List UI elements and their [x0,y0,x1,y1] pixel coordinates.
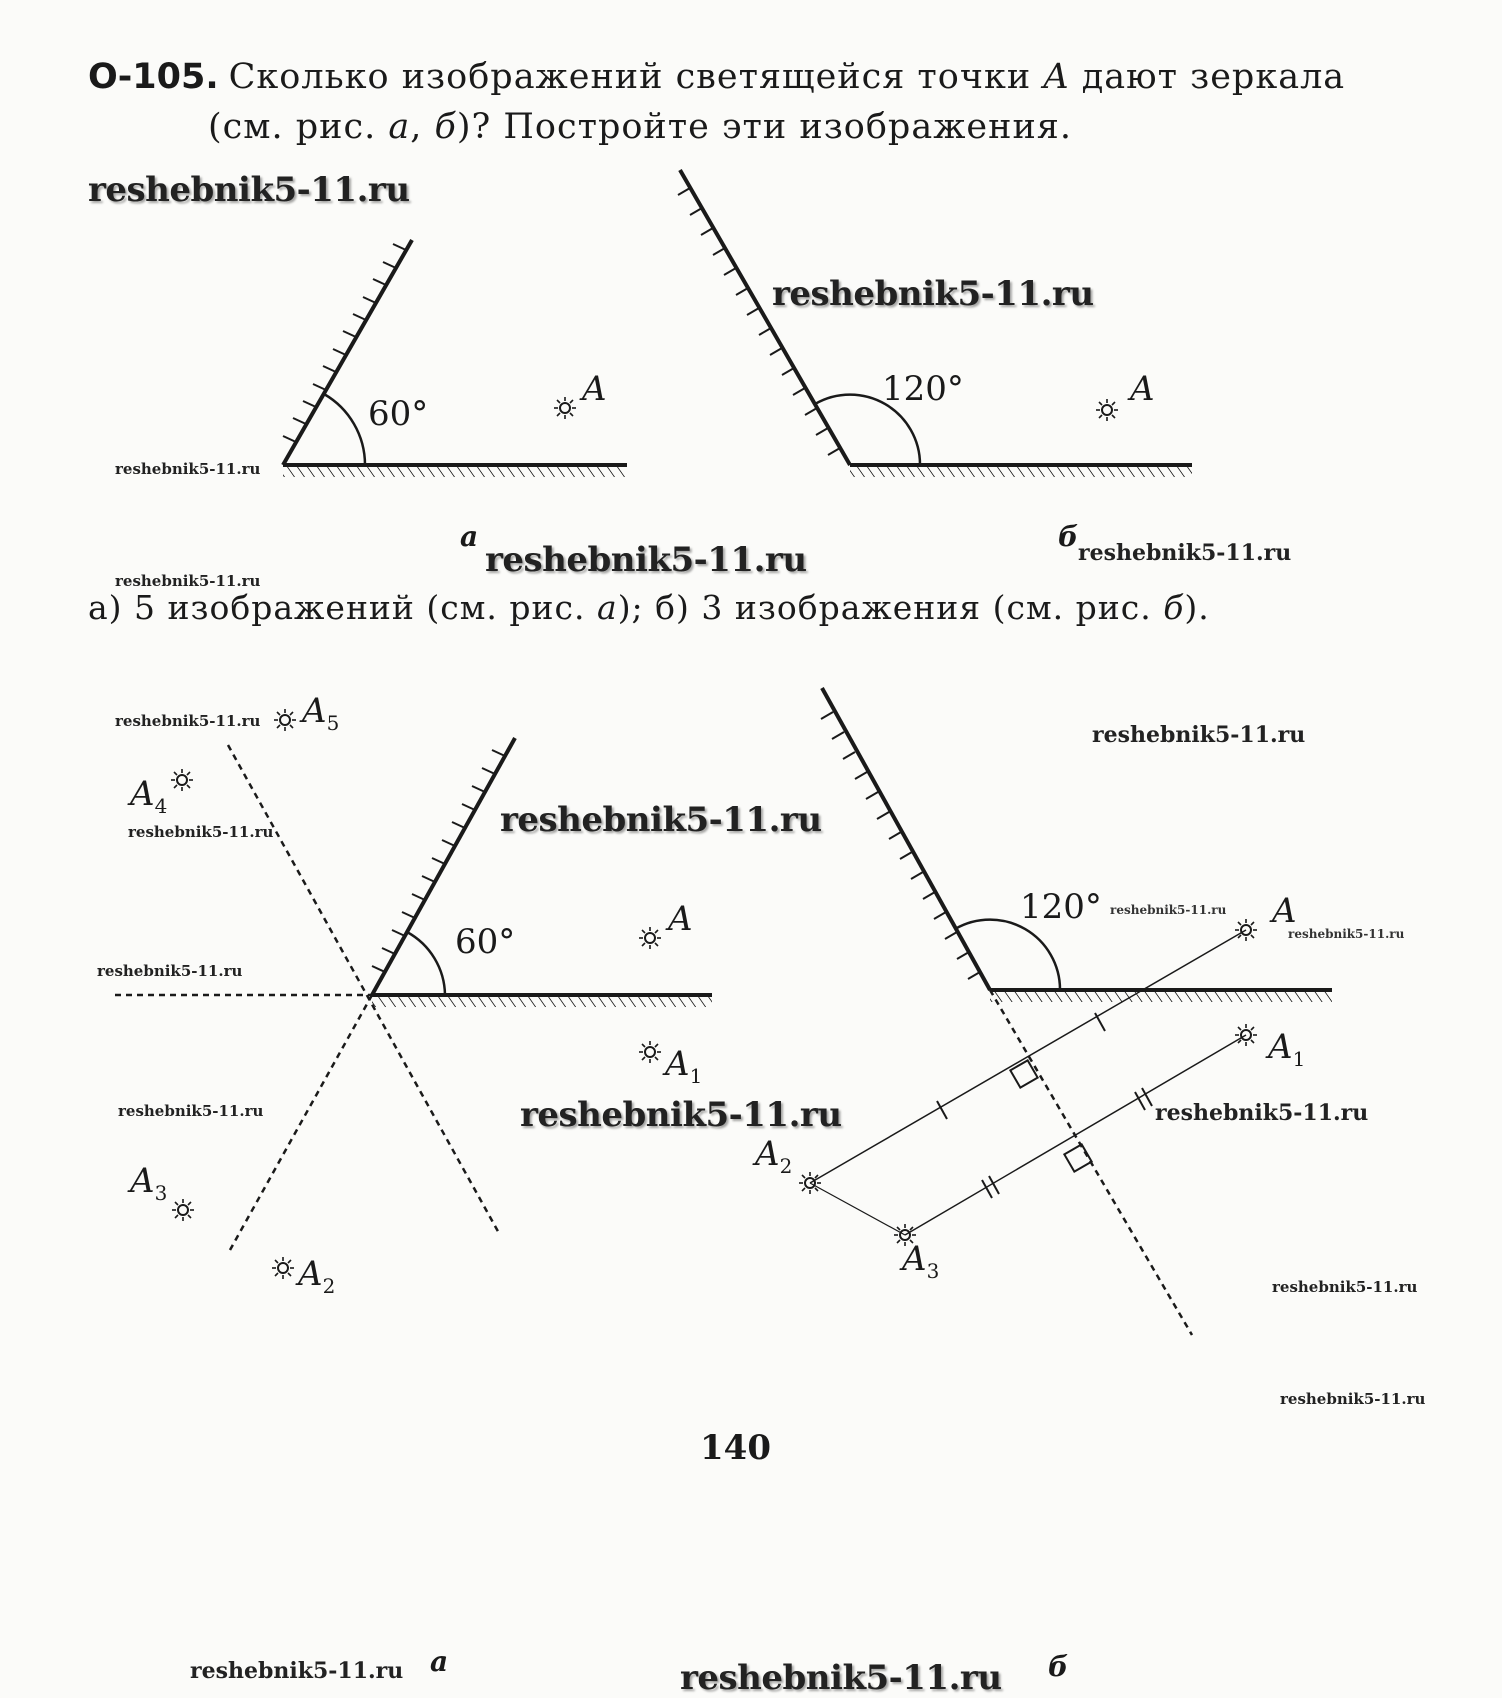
answer-text: а) 5 изображений (см. рис. a); б) 3 изображения (см. рис. б). [88,588,1210,627]
figure-bottom-b [752,688,1332,1335]
watermark: reshebnik5-11.ru [500,800,822,840]
point-a-bottom-b: A [1272,891,1297,931]
point-a4-bottom-a: $A_4$ [130,774,168,818]
watermark: reshebnik5-11.ru [97,962,243,980]
watermark: reshebnik5-11.ru [1272,1278,1418,1296]
problem-line-2: (см. рис. a, б)? Постройте эти изображения. [208,107,1072,147]
point-a3-bottom-a: $A_3$ [130,1161,168,1205]
watermark: reshebnik5-11.ru [190,1658,404,1684]
watermark: reshebnik5-11.ru [88,170,410,210]
angle-label-60-bottom: 60° [455,922,516,962]
point-a2-bottom-b: $A_2$ [755,1134,793,1178]
angle-label-60-top: 60° [368,394,429,434]
watermark: reshebnik5-11.ru [1288,927,1405,941]
point-a2-bottom-a: $A_2$ [298,1254,336,1298]
caption-bottom-a: a [430,1645,449,1678]
watermark: reshebnik5-11.ru [1280,1390,1426,1408]
point-a1-bottom-a: $A_1$ [665,1044,703,1088]
point-a5-bottom-a: $A_5$ [302,691,340,735]
problem-line-1: Сколько изображений светящейся точки A дают зеркала [228,57,1346,97]
watermark: reshebnik5-11.ru [1110,903,1227,917]
watermark: reshebnik5-11.ru [772,274,1094,314]
point-a-bottom-a: A [668,899,693,939]
watermark: reshebnik5-11.ru [520,1095,842,1135]
point-a-top-b: A [1130,369,1155,409]
watermark: reshebnik5-11.ru [485,540,807,580]
figure-bottom-a [115,691,712,1298]
watermark: reshebnik5-11.ru [128,823,274,841]
figure-top-b [678,170,1192,477]
caption-bottom-b: б [1048,1650,1069,1683]
page-number: 140 [700,1428,771,1468]
angle-label-120-top: 120° [882,369,964,409]
watermark: reshebnik5-11.ru [1155,1100,1369,1126]
problem-number: О-105. [88,57,219,97]
point-a3-bottom-b: $A_3$ [902,1239,940,1283]
watermark: reshebnik5-11.ru [680,1658,1002,1698]
caption-top-b: б [1058,520,1079,553]
figure-top-a [283,240,627,477]
watermark: reshebnik5-11.ru [115,712,261,730]
point-a-top-a: A [582,369,607,409]
watermark: reshebnik5-11.ru [1078,540,1292,566]
point-a1-bottom-b: $A_1$ [1268,1027,1306,1071]
watermark: reshebnik5-11.ru [1092,722,1306,748]
watermark: reshebnik5-11.ru [118,1102,264,1120]
watermark: reshebnik5-11.ru [115,460,261,478]
watermark: reshebnik5-11.ru [115,572,261,590]
caption-top-a: a [460,520,479,553]
angle-label-120-bottom: 120° [1020,887,1102,927]
